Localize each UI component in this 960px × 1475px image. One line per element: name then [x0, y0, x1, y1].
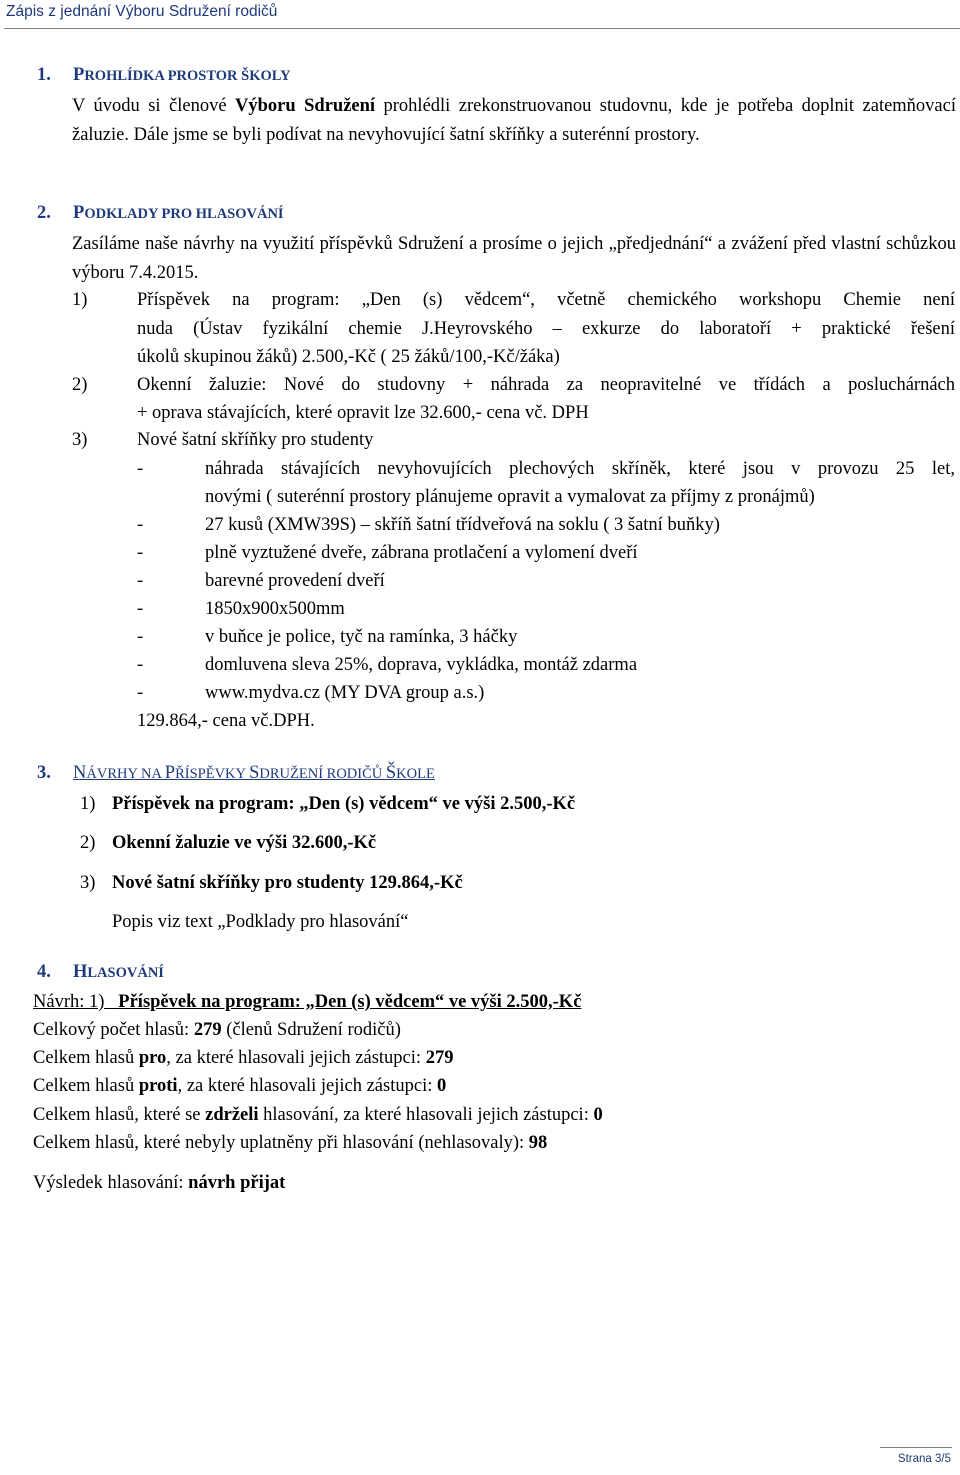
- item-1-number: 1): [72, 290, 88, 310]
- vote-proposal-label: Návrh:: [33, 992, 89, 1012]
- bullet-6: v buňce je police, tyč na ramínka, 3 háčky: [205, 627, 518, 647]
- vote-not-cast: [33, 1129, 547, 1158]
- page-header-title: Zápis z jednání Výboru Sdružení rodičů: [6, 3, 278, 20]
- s3-word2-initial: P: [164, 763, 176, 783]
- section-2-intro: Zasíláme naše návrhy na využití příspěvků Sdružení a prosíme o jejich „předjednání“ a zvážení před vlastní schůzkou výboru 7.4.2015.: [72, 234, 956, 283]
- section-2-heading: [37, 203, 284, 224]
- item-2-line-2: + oprava stávajících, které opravit lze 32.600,- cena vč. DPH: [137, 403, 589, 423]
- vote-not-cast-a: Celkem hlasů, které nebyly uplatněny při hlasování (nehlasovaly):: [33, 1133, 529, 1153]
- section-1-title-initial: P: [73, 65, 85, 85]
- bullet-dash: -: [137, 571, 144, 591]
- section-3-heading: [37, 763, 435, 784]
- s3-word4-rest: KOLE: [396, 766, 435, 782]
- section-2-title-rest: ODKLADY PRO HLASOVÁNÍ: [84, 206, 284, 222]
- bullet-dash: -: [137, 683, 144, 703]
- proposal-note: Popis viz text „Podklady pro hlasování“: [112, 912, 409, 932]
- vote-proposal-number: 1): [89, 992, 105, 1012]
- bullet-dash: -: [137, 515, 144, 535]
- bullet-1-line-2: novými ( suterénní prostory plánujeme opravit a vymalovat za příjmy z pronájmů): [205, 487, 815, 507]
- section-1-title-rest: ROHLÍDKA PROSTOR ŠKOLY: [84, 68, 291, 84]
- section-2-title-initial: P: [73, 203, 85, 223]
- vote-abstain-b: zdrželi: [205, 1105, 259, 1125]
- s3-word1-initial: N: [73, 763, 87, 783]
- vote-against-value: 0: [436, 1076, 447, 1096]
- section-2-number: 2.: [37, 203, 51, 223]
- vote-proposal: [33, 988, 581, 1017]
- vote-total-value: 279: [193, 1020, 222, 1040]
- bullet-4: barevné provedení dveří: [205, 571, 385, 591]
- section-4-number: 4.: [37, 962, 51, 982]
- proposal-3-number: 3): [80, 873, 96, 893]
- total-price: 129.864,- cena vč.DPH.: [137, 711, 315, 731]
- s3-word3-rest: DRUŽENÍ RODIČŮ: [259, 766, 386, 782]
- bullet-dash: -: [137, 627, 144, 647]
- vote-for-b: pro: [138, 1048, 167, 1068]
- s3-word1-rest: ÁVRHY NA: [86, 766, 165, 782]
- bullet-dash: -: [137, 459, 144, 479]
- vote-for-value: 279: [425, 1048, 454, 1068]
- vote-total-label: Celkový počet hlasů:: [33, 1020, 194, 1040]
- vote-result-label: Výsledek hlasování:: [33, 1173, 189, 1193]
- bullet-7: domluvena sleva 25%, doprava, vykládka, montáž zdarma: [205, 655, 638, 675]
- bullet-1-line-1: náhrada stávajících nevyhovujících plechových skříněk, které jsou v provozu 25 let,: [205, 459, 955, 479]
- section-4-heading: [37, 962, 164, 983]
- bullet-dash: -: [137, 655, 144, 675]
- item-1-line-2: nuda (Ústav fyzikální chemie J.Heyrovského – exkurze do laboratoří + praktické řešení: [137, 319, 955, 339]
- vote-for: [33, 1044, 453, 1073]
- proposal-2: Okenní žaluzie ve výši 32.600,-Kč: [112, 833, 377, 853]
- proposal-1-number: 1): [80, 794, 96, 814]
- vote-abstain: [33, 1101, 603, 1130]
- item-3-line-1: Nové šatní skříňky pro studenty: [137, 430, 374, 450]
- bullet-3: plně vyztužené dveře, zábrana protlačení a vylomení dveří: [205, 543, 638, 563]
- item-1-line-3: úkolů skupinou žáků) 2.500,-Kč ( 25 žáků/100,-Kč/žáka): [137, 347, 560, 367]
- bullet-8: www.mydva.cz (MY DVA group a.s.): [205, 683, 485, 703]
- section-1-text-a: V úvodu si členové: [72, 96, 235, 116]
- bullet-dash: -: [137, 599, 144, 619]
- vote-total-note: (členů Sdružení rodičů): [221, 1020, 401, 1040]
- vote-against: [33, 1072, 446, 1101]
- vote-not-cast-value: 98: [528, 1133, 548, 1153]
- section-1-text-bold: Výboru Sdružení: [235, 96, 376, 116]
- vote-abstain-a: Celkem hlasů, které se: [33, 1105, 206, 1125]
- vote-for-a: Celkem hlasů: [33, 1048, 139, 1068]
- item-2-number: 2): [72, 375, 88, 395]
- vote-abstain-value: 0: [593, 1105, 603, 1125]
- s3-word3-initial: S: [249, 763, 260, 783]
- section-1-heading: [37, 65, 291, 86]
- section-1-paragraph: [72, 92, 956, 150]
- section-1-text-c: prohlédli zrekonstruovanou studovnu, kde je potřeba doplnit zatemňovací žaluzie. Dále jsme se byli podívat na nevyhovující šatní skříňky a suterénní prostory.: [72, 96, 956, 145]
- proposal-3: Nové šatní skříňky pro studenty 129.864,-Kč: [112, 873, 463, 893]
- vote-proposal-text: Příspěvek na program: „Den (s) vědcem“ ve výši 2.500,-Kč: [118, 992, 582, 1012]
- bullet-2: 27 kusů (XMW39S) – skříň šatní třídveřová na soklu ( 3 šatní buňky): [205, 515, 720, 535]
- section-3-number: 3.: [37, 763, 51, 783]
- footer-divider: [880, 1447, 952, 1448]
- proposal-2-number: 2): [80, 833, 96, 853]
- s3-word2-rest: ŘÍSPĚVKY: [175, 766, 250, 782]
- s3-word4-initial: Š: [385, 763, 397, 783]
- vote-against-a: Celkem hlasů: [33, 1076, 139, 1096]
- item-3-number: 3): [72, 430, 88, 450]
- header-divider: [4, 28, 960, 29]
- page-number: Strana 3/5: [897, 1453, 951, 1465]
- vote-for-c: , za které hlasovali jejich zástupci:: [166, 1048, 426, 1068]
- vote-result: [33, 1169, 285, 1198]
- vote-total: [33, 1016, 401, 1045]
- section-4-title-initial: H: [73, 962, 88, 982]
- bullet-5: 1850x900x500mm: [205, 599, 345, 619]
- vote-abstain-c: hlasování, za které hlasovali jejich zástupci:: [258, 1105, 594, 1125]
- item-1-line-1: Příspěvek na program: „Den (s) vědcem“, včetně chemického workshopu Chemie není: [137, 290, 955, 310]
- section-1-number: 1.: [37, 65, 51, 85]
- item-2-line-1: Okenní žaluzie: Nové do studovny + náhrada za neopravitelné ve třídách a posluchárnách: [137, 375, 955, 395]
- bullet-dash: -: [137, 543, 144, 563]
- proposal-1: Příspěvek na program: „Den (s) vědcem“ ve výši 2.500,-Kč: [112, 794, 576, 814]
- vote-against-c: , za které hlasovali jejich zástupci:: [177, 1076, 437, 1096]
- vote-against-b: proti: [138, 1076, 178, 1096]
- section-4-title-rest: LASOVÁNÍ: [87, 965, 164, 981]
- vote-result-value: návrh přijat: [188, 1173, 286, 1193]
